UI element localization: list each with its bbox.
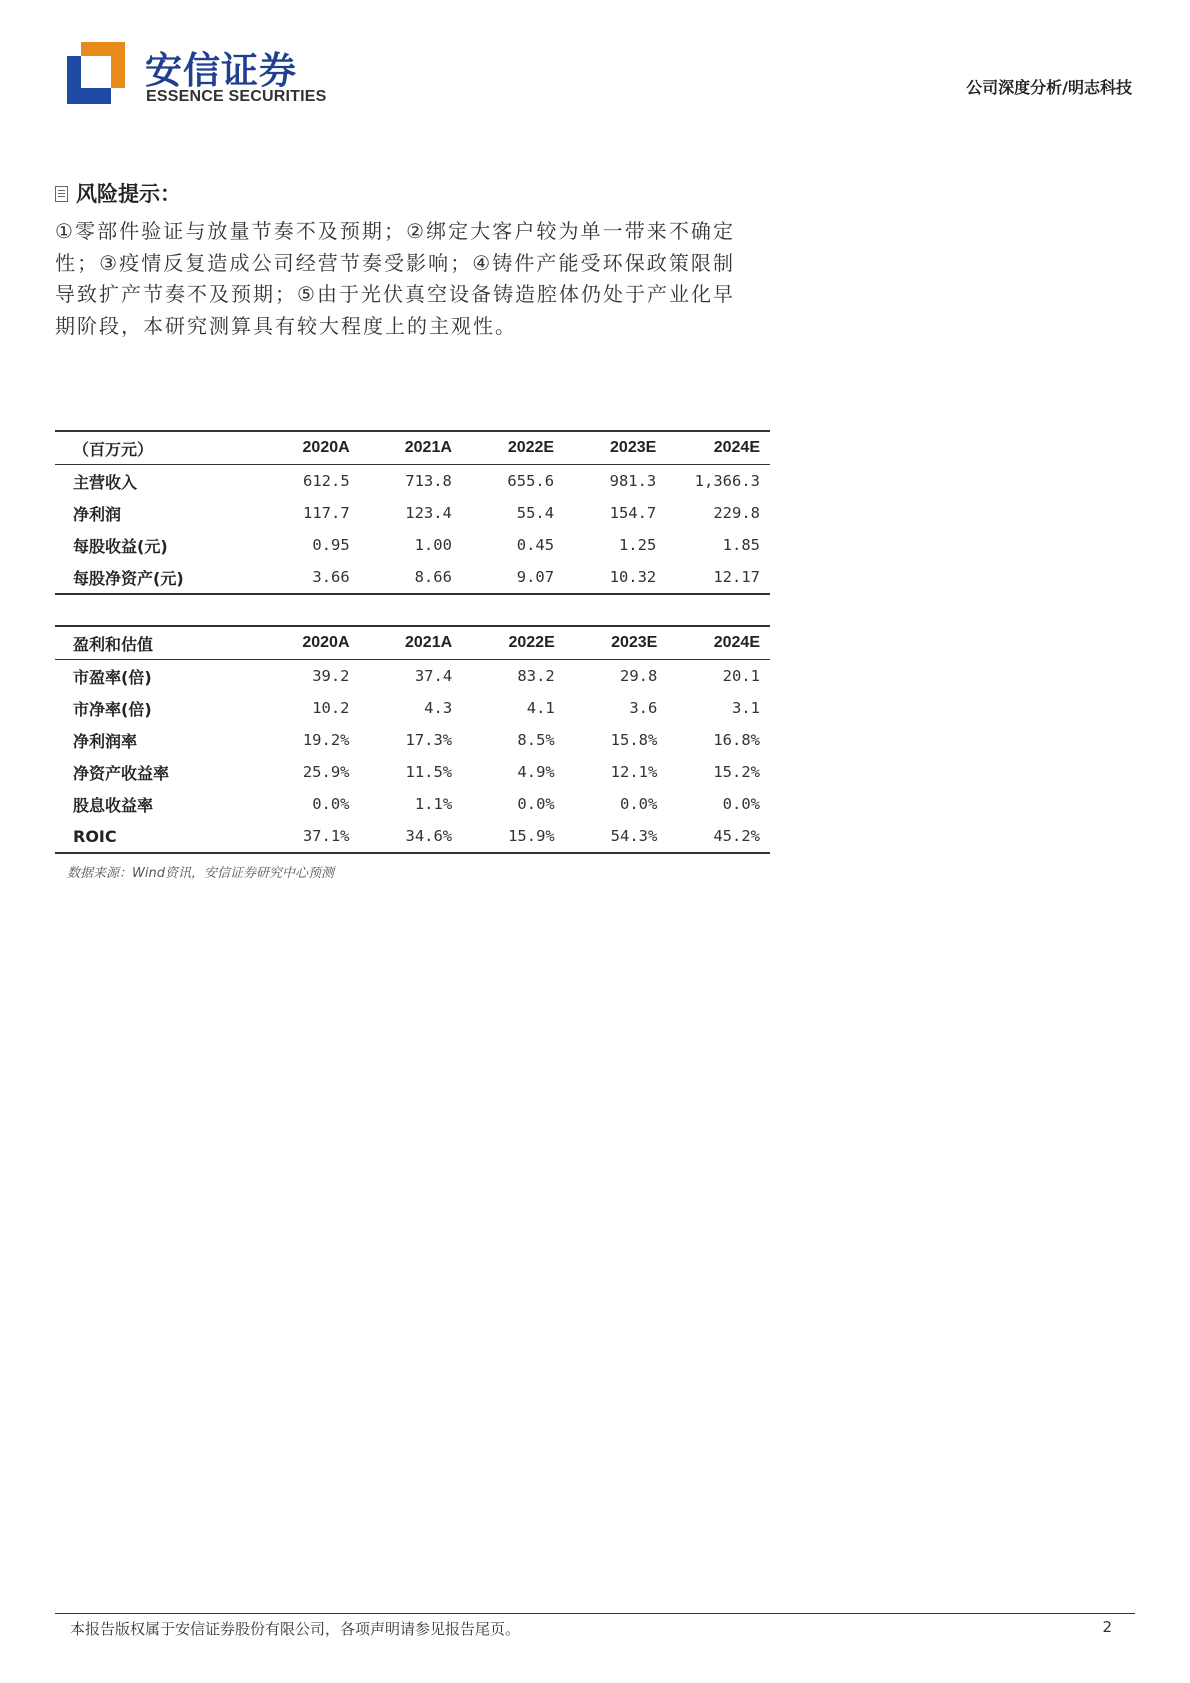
table-cell: 9.07: [516, 568, 555, 586]
logo-english-name: ESSENCE SECURITIES: [146, 88, 327, 105]
table-cell: 16.8%: [713, 731, 760, 749]
logo-chinese-name: 安信证券: [145, 49, 297, 92]
table-cell: 612.5: [303, 472, 350, 490]
table-cell: 15.9%: [508, 827, 555, 845]
table-cell: 15.8%: [610, 731, 658, 749]
table-cell: 17.3%: [405, 731, 453, 749]
year-header: 2021A: [350, 431, 452, 465]
table-cell: 37.1%: [302, 827, 350, 845]
year-header: 2020A: [247, 626, 350, 660]
table-row: [55, 756, 770, 788]
report-tag: 公司深度分析/明志科技: [966, 78, 1132, 97]
financial-summary-table: [55, 430, 770, 595]
table-row: [55, 497, 770, 529]
logo-mark-icon: [67, 42, 125, 104]
row-label: 净资产收益率: [73, 763, 170, 783]
table-cell: 229.8: [713, 504, 760, 522]
table-cell: 981.3: [609, 472, 657, 490]
table-cell: 12.1%: [610, 763, 658, 781]
table-cell: 1.1%: [414, 795, 453, 813]
table-cell: 45.2%: [713, 827, 760, 845]
table-cell: 10.2: [312, 699, 350, 717]
row-label: 净利润: [73, 504, 122, 524]
table-cell: 0.0%: [517, 795, 555, 813]
table-cell: 1.25: [618, 536, 657, 554]
table-cell: 10.32: [609, 568, 657, 586]
risk-section-title: [55, 178, 181, 208]
table-cell: 4.1: [526, 699, 555, 717]
year-header: 2024E: [657, 626, 770, 660]
year-header: 2021A: [350, 626, 453, 660]
year-header: 2024E: [656, 431, 770, 465]
valuation-table: [55, 625, 770, 854]
table-cell: 15.2%: [713, 763, 760, 781]
table-cell: 123.4: [405, 504, 452, 522]
table-cell: 0.0%: [620, 795, 658, 813]
table-cell: 713.8: [405, 472, 452, 490]
table-cell: 0.0%: [722, 795, 760, 813]
table-cell: 29.8: [620, 667, 658, 685]
table-header-label: 盈利和估值: [55, 626, 247, 660]
year-header: 2020A: [247, 431, 349, 465]
table-cell: 1.00: [414, 536, 452, 554]
row-label: 每股净资产(元): [73, 568, 184, 588]
table-cell: 83.2: [517, 667, 555, 685]
table-cell: 154.7: [609, 504, 657, 522]
table-cell: 12.17: [713, 568, 760, 586]
risk-title-text: 风险提示：: [76, 182, 181, 206]
page-number: 2: [1102, 1618, 1112, 1636]
table-cell: 37.4: [414, 667, 453, 685]
table-cell: 4.9%: [517, 763, 555, 781]
table-row: [55, 660, 770, 693]
table-cell: 117.7: [303, 504, 350, 522]
table-row: [55, 820, 770, 853]
table-cell: 0.95: [312, 536, 350, 554]
table-cell: 54.3%: [610, 827, 658, 845]
row-label: 股息收益率: [73, 795, 154, 815]
row-label: ROIC: [73, 826, 117, 846]
year-header: 2023E: [555, 626, 658, 660]
table-cell: 3.6: [629, 699, 658, 717]
row-label: 主营收入: [73, 472, 138, 492]
table-cell: 55.4: [516, 504, 555, 522]
table-cell: 655.6: [507, 472, 555, 490]
table-cell: 1,366.3: [694, 472, 760, 490]
row-label: 市净率(倍): [73, 699, 152, 719]
row-label: 每股收益(元): [73, 536, 168, 556]
table-header-row: [55, 626, 770, 660]
table-cell: 25.9%: [302, 763, 350, 781]
row-label: 净利润率: [73, 731, 138, 751]
footer-disclaimer: 本报告版权属于安信证券股份有限公司，各项声明请参见报告尾页。: [70, 1620, 521, 1638]
table-row: [55, 561, 770, 594]
table-cell: 11.5%: [405, 763, 453, 781]
table-cell: 39.2: [312, 667, 350, 685]
year-header: 2023E: [554, 431, 656, 465]
footer-divider: [55, 1613, 1135, 1614]
table-cell: 0.0%: [312, 795, 350, 813]
table-cell: 3.1: [732, 699, 760, 717]
table-row: [55, 724, 770, 756]
table-cell: 8.5%: [517, 731, 555, 749]
table-row: [55, 465, 770, 498]
document-icon: [55, 186, 68, 202]
table-cell: 34.6%: [405, 827, 453, 845]
table-header-label: （百万元）: [55, 431, 247, 465]
row-label: 市盈率(倍): [73, 667, 152, 687]
table-cell: 8.66: [414, 568, 452, 586]
table-cell: 20.1: [722, 667, 760, 685]
year-header: 2022E: [452, 431, 554, 465]
table-cell: 0.45: [516, 536, 555, 554]
table-cell: 1.85: [722, 536, 760, 554]
table-row: [55, 788, 770, 820]
data-source-note: 数据来源：Wind资讯，安信证券研究中心预测: [67, 866, 334, 881]
risk-text: ①零部件验证与放量节奏不及预期；②绑定大客户较为单一带来不确定性；③疫情反复造成公司经营节奏受影响；④铸件产能受环保政策限制导致扩产节奏不及预期；⑤由于光伏真空设备铸造腔体仍处于产业化早期阶段，本研究测算具有较大程度上的主观性。: [55, 219, 735, 338]
table-cell: 3.66: [312, 568, 350, 586]
table-cell: 19.2%: [302, 731, 350, 749]
table-cell: 4.3: [424, 699, 453, 717]
company-logo: [67, 42, 327, 106]
table-row: [55, 529, 770, 561]
table-row: [55, 692, 770, 724]
table-header-row: [55, 431, 770, 465]
year-header: 2022E: [452, 626, 555, 660]
